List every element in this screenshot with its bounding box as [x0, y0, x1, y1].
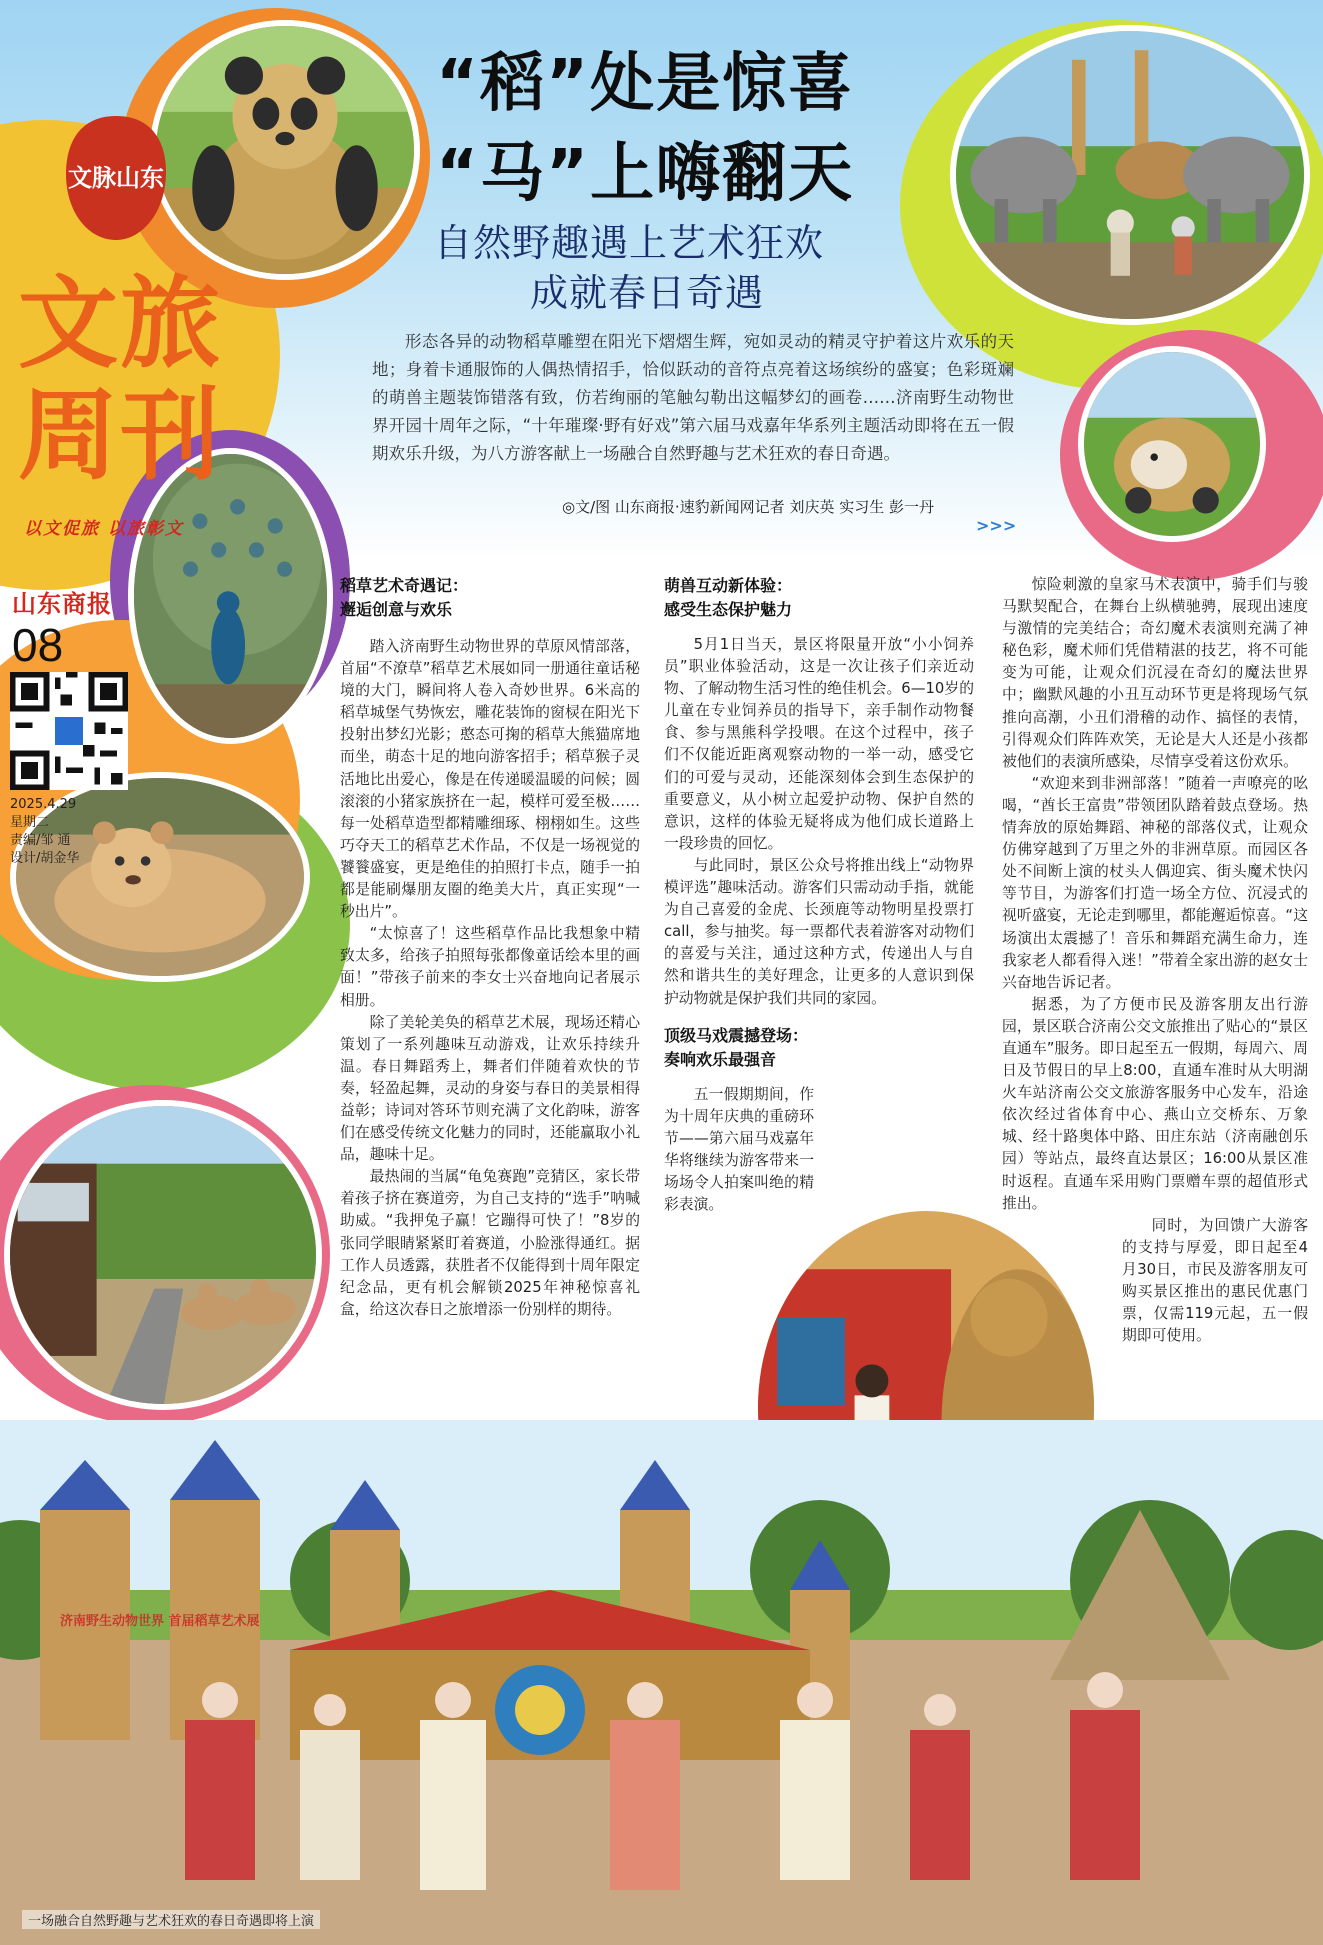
issue-date: 2025.4.29 — [10, 797, 77, 812]
section-1-paragraph: “太惊喜了！这些稻草作品比我想象中精致太多，给孩子拍照每张都像童话绘本里的画面！”带孩子前来的李女士兴奋地向记者展示相册。 — [340, 925, 640, 1009]
castle-sign: 济南野生动物世界 首届稻草艺术展 — [60, 1614, 260, 1629]
subheadline-line-2: 成就春日奇遇 — [530, 271, 765, 315]
section-2-paragraph: 5月1日当天，景区将限量开放“小小饲养员”职业体验活动，这是一次让孩子们亲近动物、了解动物生活习性的绝佳机会。6—10岁的儿童在专业饲养员的指导下，亲手制作动物餐食、参与黑熊科学投喂。在这个过程中，孩子们不仅能近距离观察动物的一举一动，感受它们的可爱与灵动，还能深刻体会到生态保护的重要意义，从小树立起爱护动物、保护自然的意识，这样的体验无疑将成为他们成长道路上一段珍贵的回忆。 — [664, 636, 974, 852]
paper-name: 山东商报 — [12, 590, 112, 618]
brand-line-1: 文旅 — [18, 265, 222, 382]
section-1-paragraph: 最热闹的当属“龟兔赛跑”竞猜区，家长带着孩子挤在赛道旁，为自己支持的“选手”呐喊助威。“我押兔子赢！它蹦得可快了！”8岁的张同学眼睛紧紧盯着赛道，小脸涨得通红。据工作人员透露，获胜者不仅能得到十周年限定纪念品，更有机会解锁2025年神秘惊喜礼盒，给这次春日之旅增添一份别样的期待。 — [340, 1168, 640, 1318]
issue-meta — [10, 796, 79, 868]
qr-code-icon — [10, 672, 128, 790]
section-1-title-a: 稻草艺术奇遇记： — [340, 576, 469, 595]
section-3-title-a: 顶级马戏震撼登场： — [664, 1025, 809, 1045]
camel-train-photo — [4, 1100, 322, 1410]
section-2-paragraph: 与此同时，景区公众号将推出线上“动物界模评选”趣味活动。游客们只需动动手指，就能为自己喜爱的金虎、长颈鹿等动物明星投票打call，参与抽奖。每一票都代表着游客对动物们的喜爱与关注，通过这种方式，传递出人与自然和谐共生的美好理念，让更多的人意识到保护动物就是保护我们共同的家园。 — [664, 856, 974, 1007]
wenmai-shandong-seal — [62, 112, 170, 244]
headline-line-1: “稻”处是惊喜 — [436, 47, 855, 121]
seal-text: 文脉山东 — [68, 164, 164, 192]
lead-paragraph: 形态各异的动物稻草雕塑在阳光下熠熠生辉，宛如灵动的精灵守护着这片欢乐的天地；身着卡通服饰的人偶热情招手，恰似跃动的音符点亮着这场缤纷的盛宴；色彩斑斓的萌兽主题装饰错落有致，仿若绚丽的笔触勾勒出这幅梦幻的画卷……济南野生动物世界开园十周年之际，“十年璀璨·野有好戏”第六届马戏嘉年华系列主题活动即将在五一假期欢乐升级，为八方游客献上一场融合自然野趣与艺术狂欢的春日奇遇。 — [372, 332, 1014, 463]
brand-line-2: 周刊 — [18, 377, 222, 494]
section-1-title-b: 邂逅创意与欢乐 — [340, 600, 453, 619]
panda-straw-photo — [150, 20, 420, 280]
section-3-title-b: 奏响欢乐最强音 — [664, 1049, 777, 1069]
brand-title — [18, 265, 228, 494]
byline: ◎文/图 山东商报·速豹新闻网记者 刘庆英 实习生 彭一丹 — [562, 498, 934, 516]
article-column-2 — [664, 574, 974, 1216]
section-3-paragraph: 同时，为回馈广大游客的支持与厚爱，即日起至4月30日，市民及游客朋友可购买景区推出的惠民优惠门票，仅需119元起，五一假期即可使用。 — [1122, 1216, 1308, 1345]
section-1-paragraph: 踏入济南野生动物世界的草原风情部落，首届“不潦草”稻草艺术展如同一册通往童话秘境的大门，瞬间将人卷入奇妙世界。6米高的稻草城堡气势恢宏，雕花装饰的窗棂在阳光下投射出梦幻光影；憨态可掬的稻草大熊猫席地而坐，萌态十足的地向游客招手；稻草猴子灵活地比出爱心，像是在传递暖温暖的问候；圆滚滚的小猪家族挤在一起，模样可爱至极……每一处稻草造型都精雕细琢、栩栩如生。这些巧夺天工的稻草艺术作品，不仅是一场视觉的饕餮盛宴，更是绝佳的拍照打卡点，随手一拍都是能刷爆朋友圈的绝美大片，真正实现“一秒出片”。 — [340, 638, 640, 921]
subheadline-line-1: 自然野趣遇上艺术狂欢 — [434, 221, 825, 265]
headline-line-2: “马”上嗨翻天 — [436, 137, 855, 211]
section-3-paragraph: 五一假期期间，作为十周年庆典的重磅环节——第六届马戏嘉年华将继续为游客带来一场场令人拍案叫绝的精彩表演。 — [664, 1085, 814, 1214]
section-2-title-b: 感受生态保护魅力 — [664, 600, 793, 619]
continue-arrows: >>> — [976, 516, 1017, 535]
editor-credit: 责编/邹 通 — [10, 833, 71, 848]
article-column-3 — [1002, 574, 1308, 1347]
designer-credit: 设计/胡金华 — [10, 851, 80, 866]
straw-animals-photo — [950, 25, 1310, 325]
page-number: 08 — [12, 619, 64, 671]
straw-hedgehog-photo — [1078, 346, 1266, 542]
issue-weekday: 星期二 — [10, 815, 50, 830]
photo-caption: 一场融合自然野趣与艺术狂欢的春日奇遇即将上演 — [22, 1910, 320, 1929]
section-3-paragraph: 据悉，为了方便市民及游客朋友出行游园，景区联合济南公交文旅推出了贴心的“景区直通车”服务。即日起至五一假期，每周六、周日及节假日的早上8:00，直通车准时从大明湖火车站济南公交文旅游客服务中心发车，沿途依次经过省体育中心、燕山立交桥东、万象城、经十路奥体中路、田庄东站（济南融创乐园）等站点，最终直达景区；16:00从景区准时返程。直通车采用购门票赠车票的超值形式推出。 — [1002, 995, 1308, 1212]
castle-dancers-photo — [0, 1420, 1323, 1945]
article-column-1 — [340, 574, 640, 1321]
section-2-title-a: 萌兽互动新体验： — [664, 576, 793, 595]
section-3-paragraph: “欢迎来到非洲部落！”随着一声嘹亮的吆喝，“酋长王富贵”带领团队踏着鼓点登场。热情奔放的原始舞蹈、神秘的部落仪式，让观众仿佛穿越到了万里之外的非洲草原。而园区各处不间断上演的杖头人偶迎宾、街头魔术快闪等节目，为游客们打造一场全方位、沉浸式的视听盛宴，无论走到哪里，都能邂逅惊喜。“这场演出太震撼了！音乐和舞蹈充满生命力，连我家老人都看得入迷！”带着全家出游的赵女士兴奋地告诉记者。 — [1002, 774, 1308, 991]
slogan: 以文促旅 以旅彰文 — [24, 519, 184, 539]
section-1-paragraph: 除了美轮美奂的稻草艺术展，现场还精心策划了一系列趣味互动游戏，让欢乐持续升温。春日舞蹈秀上，舞者们伴随着欢快的节奏，轻盈起舞，灵动的身姿与春日的美景相得益彰；诗词对答环节则充满了文化韵味，游客们在感受传统文化魅力的同时，还能赢取小礼品，趣味十足。 — [340, 1013, 640, 1164]
section-3-paragraph: 惊险刺激的皇家马术表演中，骑手们与骏马默契配合，在舞台上纵横驰骋，展现出速度与激情的完美结合；奇幻魔术表演则充满了神秘色彩，魔术师们凭借精湛的技艺，将不可能变为可能，让观众们沉浸在奇幻的魔法世界中；幽默风趣的小丑互动环节更是将现场气氛推向高潮，小丑们滑稽的动作、搞怪的表情，引得观众们阵阵欢笑，无论是大人还是小孩都被他们的表演所感染，尽情享受着这份欢乐。 — [1002, 576, 1308, 770]
